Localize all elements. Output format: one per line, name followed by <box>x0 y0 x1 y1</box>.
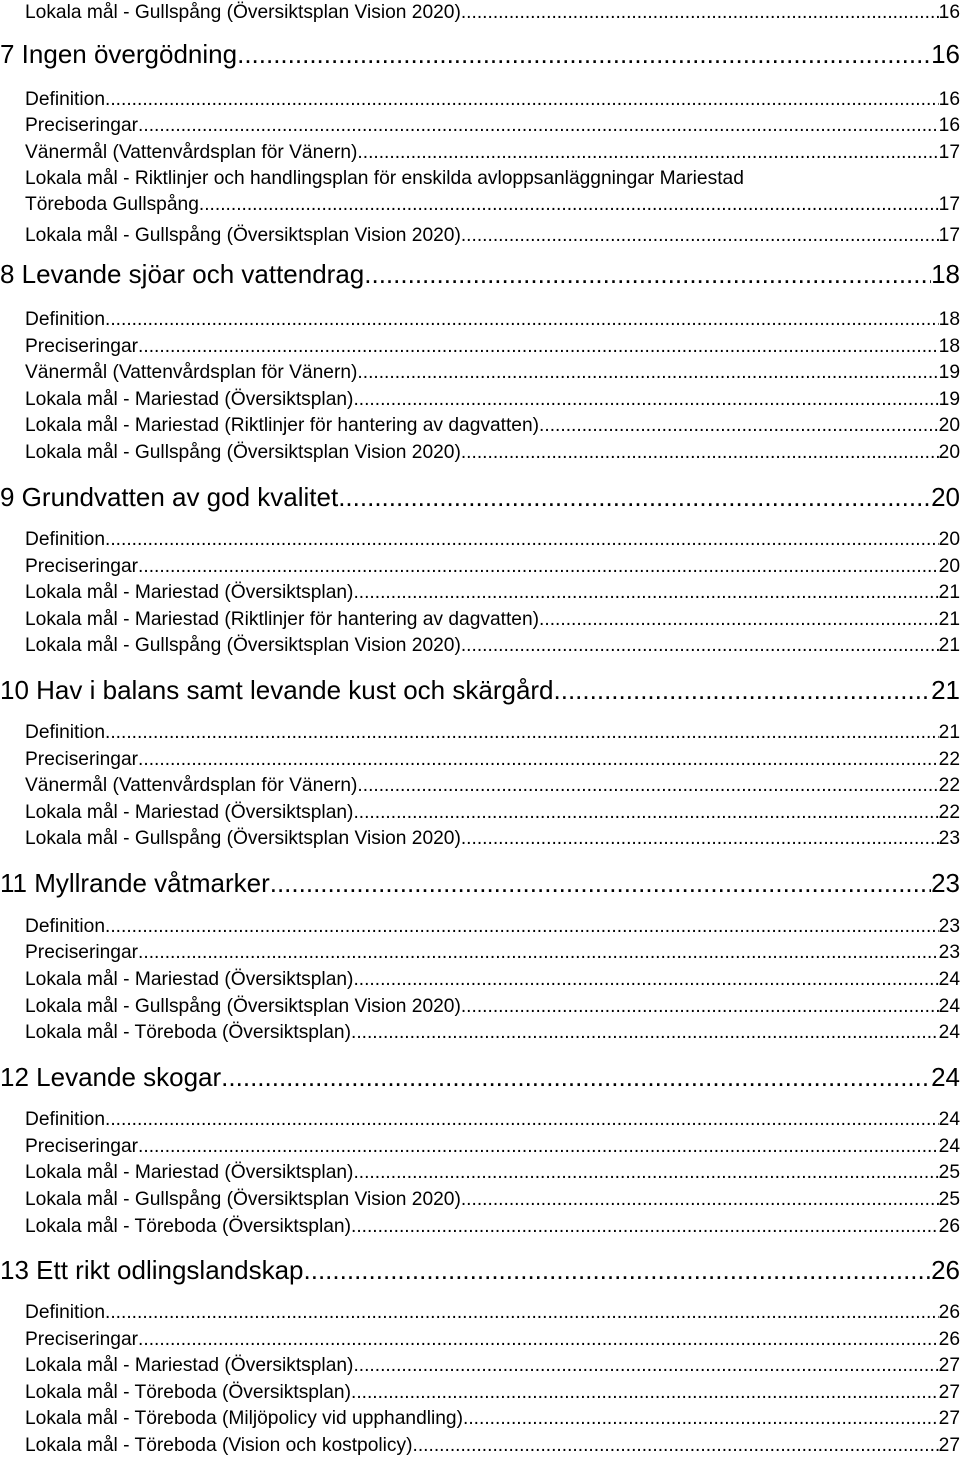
toc-entry[interactable] <box>25 720 960 746</box>
toc-entry[interactable] <box>25 1300 960 1326</box>
toc-entry[interactable] <box>25 1107 960 1133</box>
toc-entry[interactable] <box>25 1160 960 1186</box>
page-number: 19 <box>938 389 960 410</box>
toc-heading[interactable] <box>0 1060 960 1094</box>
toc-entry[interactable] <box>25 360 960 386</box>
dot-leader <box>539 607 939 633</box>
toc-entry-title: Lokala mål - Töreboda (Översiktsplan) <box>25 1216 351 1237</box>
toc-heading-title: 10 Hav i balans samt levande kust och skärgård <box>0 675 554 705</box>
dot-leader <box>353 1160 938 1186</box>
toc-heading[interactable] <box>0 1253 960 1287</box>
dot-leader <box>364 257 931 291</box>
page-number: 25 <box>938 1189 960 1210</box>
toc-entry-title: Definition <box>25 916 105 937</box>
page-number: 24 <box>938 969 960 990</box>
dot-leader <box>138 747 939 773</box>
page-number: 18 <box>938 336 960 357</box>
toc-entry-title: Vänermål (Vattenvårdsplan för Vänern) <box>25 775 358 796</box>
toc-entry-title: Lokala mål - Gullspång (Översiktsplan Vision 2020) <box>25 1189 461 1210</box>
toc-entry[interactable] <box>25 967 960 993</box>
dot-leader <box>138 1327 939 1353</box>
toc-entry[interactable] <box>25 440 960 466</box>
page-number: 17 <box>938 194 960 215</box>
toc-entry-title: Preciseringar <box>25 1329 139 1350</box>
toc-entry-title: Vänermål (Vattenvårdsplan för Vänern) <box>25 142 358 163</box>
toc-heading-title: 9 Grundvatten av god kvalitet <box>0 482 339 512</box>
toc-entry[interactable] <box>25 1353 960 1379</box>
toc-entry[interactable] <box>25 914 960 940</box>
page-number: 22 <box>938 775 960 796</box>
toc-entry[interactable] <box>25 1380 960 1406</box>
toc-heading-title: 12 Levande skogar <box>0 1062 222 1092</box>
dot-leader <box>461 633 939 659</box>
toc-entry[interactable] <box>25 607 960 633</box>
toc-entry[interactable] <box>25 87 960 113</box>
page-number: 20 <box>931 482 960 512</box>
toc-entry[interactable] <box>25 307 960 333</box>
toc-heading-title: 13 Ett rikt odlingslandskap <box>0 1255 304 1285</box>
toc-entry[interactable] <box>25 1433 960 1459</box>
page-number: 25 <box>938 1162 960 1183</box>
dot-leader <box>353 800 938 826</box>
toc-entry-title: Definition <box>25 1109 105 1130</box>
page-number: 17 <box>938 225 960 246</box>
dot-leader <box>353 387 938 413</box>
page-number: 24 <box>938 1022 960 1043</box>
toc-entry-title: Lokala mål - Mariestad (Riktlinjer för hantering av dagvatten) <box>25 609 540 630</box>
dot-leader <box>105 527 939 553</box>
dot-leader <box>338 480 931 514</box>
dot-leader <box>554 673 932 707</box>
dot-leader <box>105 87 939 113</box>
dot-leader <box>351 1214 939 1240</box>
page-number: 21 <box>938 635 960 656</box>
toc-entry-title: Lokala mål - Mariestad (Översiktsplan) <box>25 969 354 990</box>
page-number: 24 <box>938 1136 960 1157</box>
page-number: 16 <box>938 89 960 110</box>
page-number: 24 <box>931 1062 960 1092</box>
toc-heading[interactable] <box>0 866 960 900</box>
toc-entry[interactable] <box>25 0 960 26</box>
toc-entry[interactable] <box>25 413 960 439</box>
dot-leader <box>138 334 939 360</box>
toc-entry-title: Definition <box>25 529 105 550</box>
page-number: 27 <box>938 1435 960 1456</box>
dot-leader <box>138 113 939 139</box>
toc-entry-title: Lokala mål - Mariestad (Översiktsplan) <box>25 389 354 410</box>
page-number: 27 <box>938 1382 960 1403</box>
toc-entry[interactable] <box>25 113 960 139</box>
toc-entry[interactable] <box>25 1134 960 1160</box>
dot-leader <box>413 1433 939 1459</box>
toc-entry-title: Preciseringar <box>25 556 139 577</box>
toc-heading-title: 11 Myllrande våtmarker <box>0 868 270 898</box>
toc-heading[interactable] <box>0 480 960 514</box>
dot-leader <box>357 360 938 386</box>
page-number: 23 <box>938 916 960 937</box>
toc-entry-title: Lokala mål - Gullspång (Översiktsplan Vision 2020) <box>25 996 461 1017</box>
toc-heading[interactable] <box>0 257 960 291</box>
toc-entry[interactable] <box>25 166 960 218</box>
toc-entry-title: Lokala mål - Mariestad (Översiktsplan) <box>25 802 354 823</box>
dot-leader <box>105 914 939 940</box>
page-number: 21 <box>931 675 960 705</box>
dot-leader <box>463 1406 939 1432</box>
dot-leader <box>357 773 938 799</box>
dot-leader <box>461 223 939 249</box>
dot-leader <box>353 967 938 993</box>
dot-leader <box>138 1134 939 1160</box>
page-number: 16 <box>931 39 960 69</box>
toc-entry[interactable] <box>25 334 960 360</box>
page-number: 23 <box>931 868 960 898</box>
toc-entry-title: Lokala mål - Gullspång (Översiktsplan Vision 2020) <box>25 442 461 463</box>
toc-entry-title: Lokala mål - Gullspång (Översiktsplan Vision 2020) <box>25 225 461 246</box>
dot-leader <box>357 140 938 166</box>
dot-leader <box>105 307 939 333</box>
toc-heading[interactable] <box>0 37 960 71</box>
dot-leader <box>461 0 939 26</box>
toc-entry-title: Definition <box>25 1302 105 1323</box>
toc-entry-title: Lokala mål - Mariestad (Översiktsplan) <box>25 1355 354 1376</box>
toc-entry[interactable] <box>25 1406 960 1432</box>
toc-entry-title: Lokala mål - Töreboda (Översiktsplan) <box>25 1382 351 1403</box>
page-number: 26 <box>931 1255 960 1285</box>
toc-heading[interactable] <box>0 673 960 707</box>
toc-entry-title: Lokala mål - Mariestad (Översiktsplan) <box>25 1162 354 1183</box>
dot-leader <box>461 826 939 852</box>
toc-entry-title: Lokala mål - Mariestad (Riktlinjer för hantering av dagvatten) <box>25 415 540 436</box>
toc-entry-title: Lokala mål - Gullspång (Översiktsplan Vision 2020) <box>25 635 461 656</box>
dot-leader <box>270 866 931 900</box>
page-number: 19 <box>938 362 960 383</box>
page-number: 22 <box>938 802 960 823</box>
toc-entry-title: Preciseringar <box>25 749 139 770</box>
dot-leader <box>199 192 939 218</box>
page-number: 20 <box>938 415 960 436</box>
dot-leader <box>351 1380 939 1406</box>
dot-leader <box>353 1353 938 1379</box>
page-number: 27 <box>938 1355 960 1376</box>
page-number: 24 <box>938 1109 960 1130</box>
dot-leader <box>105 1300 939 1326</box>
toc-entry-title: Preciseringar <box>25 1136 139 1157</box>
toc-entry-title: Lokala mål - Töreboda (Översiktsplan) <box>25 1022 351 1043</box>
dot-leader <box>461 1187 939 1213</box>
dot-leader <box>351 1020 939 1046</box>
page-number: 20 <box>938 529 960 550</box>
toc-entry-title: Definition <box>25 89 105 110</box>
toc-entry-title: Töreboda Gullspång <box>25 194 199 215</box>
toc-entry[interactable] <box>25 773 960 799</box>
toc-entry-title: Lokala mål - Gullspång (Översiktsplan Vision 2020) <box>25 828 461 849</box>
page-number: 18 <box>938 309 960 330</box>
toc-entry-title: Definition <box>25 722 105 743</box>
dot-leader <box>304 1253 932 1287</box>
toc-entry[interactable] <box>25 580 960 606</box>
page-number: 21 <box>938 582 960 603</box>
toc-entry[interactable] <box>25 554 960 580</box>
toc-entry-title: Definition <box>25 309 105 330</box>
dot-leader <box>237 37 931 71</box>
dot-leader <box>105 720 939 746</box>
toc-entry-title: Lokala mål - Gullspång (Översiktsplan Vision 2020) <box>25 2 461 23</box>
page-number: 26 <box>938 1329 960 1350</box>
toc-entry-title: Preciseringar <box>25 336 139 357</box>
toc-entry-title-line1: Lokala mål - Riktlinjer och handlingsplan för enskilda avloppsanläggningar Mariestad <box>25 168 744 189</box>
toc-heading-title: 7 Ingen övergödning <box>0 39 238 69</box>
toc-entry[interactable] <box>25 1214 960 1240</box>
page-number: 18 <box>931 259 960 289</box>
page-number: 23 <box>938 828 960 849</box>
toc-entry-title: Lokala mål - Töreboda (Vision och kostpolicy) <box>25 1435 413 1456</box>
toc-entry[interactable] <box>25 940 960 966</box>
dot-leader <box>221 1060 931 1094</box>
toc-entry[interactable] <box>25 140 960 166</box>
toc-entry-title: Preciseringar <box>25 115 139 136</box>
page-number: 17 <box>938 142 960 163</box>
toc-entry[interactable] <box>25 747 960 773</box>
dot-leader <box>105 1107 939 1133</box>
toc-entry[interactable] <box>25 994 960 1020</box>
page-number: 21 <box>938 722 960 743</box>
dot-leader <box>138 940 939 966</box>
page-number: 21 <box>938 609 960 630</box>
page-number: 22 <box>938 749 960 770</box>
toc-entry[interactable] <box>25 527 960 553</box>
toc-entry[interactable] <box>25 800 960 826</box>
page-number: 16 <box>938 115 960 136</box>
dot-leader <box>353 580 938 606</box>
page-number: 27 <box>938 1408 960 1429</box>
toc-entry[interactable] <box>25 1187 960 1213</box>
toc-entry[interactable] <box>25 1020 960 1046</box>
toc-entry-title: Lokala mål - Töreboda (Miljöpolicy vid upphandling) <box>25 1408 463 1429</box>
page-number: 20 <box>938 442 960 463</box>
toc-entry-title: Lokala mål - Mariestad (Översiktsplan) <box>25 582 354 603</box>
page-number: 26 <box>938 1302 960 1323</box>
toc-heading-title: 8 Levande sjöar och vattendrag <box>0 259 365 289</box>
toc-entry[interactable] <box>25 826 960 852</box>
page-number: 26 <box>938 1216 960 1237</box>
toc-entry[interactable] <box>25 387 960 413</box>
toc-entry-title: Vänermål (Vattenvårdsplan för Vänern) <box>25 362 358 383</box>
page-number: 20 <box>938 556 960 577</box>
toc-entry[interactable] <box>25 1327 960 1353</box>
dot-leader <box>461 440 939 466</box>
dot-leader <box>461 994 939 1020</box>
page-number: 16 <box>938 2 960 23</box>
toc-entry-title: Preciseringar <box>25 942 139 963</box>
dot-leader <box>138 554 939 580</box>
dot-leader <box>539 413 939 439</box>
toc-entry[interactable] <box>25 633 960 659</box>
toc-entry[interactable] <box>25 223 960 249</box>
page-number: 23 <box>938 942 960 963</box>
page-number: 24 <box>938 996 960 1017</box>
